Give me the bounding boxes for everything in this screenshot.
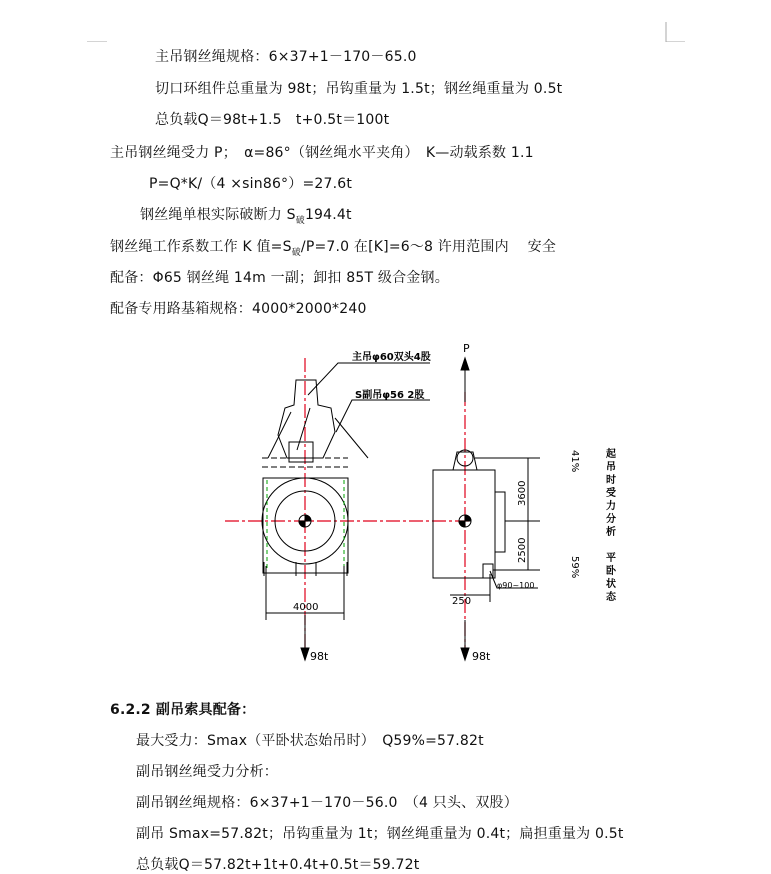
breaking-force-subscript: 破 [295,215,305,226]
breaking-force [140,204,352,226]
main-sling-spec: 主吊钢丝绳规格：6×37+1－170－65.0 [155,49,417,65]
safety-factor-label: 钢丝绳工作系数工作 K 值=S [110,239,292,255]
breaking-force-value: 194.4t [304,207,352,223]
vertical-caption-state: 平卧状态 [603,552,615,604]
aux-force-analysis: 副吊钢丝绳受力分析： [136,764,278,780]
value-41-label: 41% [569,450,580,473]
load-left-label: 98t [310,650,329,663]
page-corner-mark-right [665,22,685,42]
load-right-label: 98t [472,650,491,663]
dim-4000-label: 4000 [293,602,319,613]
component-weights: 切口环组件总重量为 98t；吊钩重量为 1.5t；钢丝绳重量为 0.5t [155,81,563,97]
vertical-caption-analysis: 起吊时受力分析 [603,448,615,539]
aux-weights: 副吊 Smax=57.82t；吊钩重量为 1t；钢丝绳重量为 0.4t；扁担重量为 0.5t [136,826,624,842]
main-sling-force: 主吊钢丝绳受力 P； α=86°（钢丝绳水平夹角） K—动载系数 1.1 [110,145,534,161]
roadbox-spec: 配备专用路基箱规格：4000*2000*240 [110,301,367,317]
dim-250-label: 250 [452,596,472,607]
load-arrow-left-head [301,648,309,660]
safety-factor-rest: /P=7.0 在[K]=6～8 许用范围内 安全 [300,239,557,255]
total-load: 总负载Q＝98t+1.5 t+0.5t＝100t [155,112,390,128]
safety-factor-subscript: 破 [291,247,301,258]
right-view [433,358,540,660]
p-arrow-head [461,358,469,370]
aux-sling-label: S副吊φ56 2股 [355,390,425,401]
value-59-label: 59% [569,556,580,579]
dim-2500-label: 2500 [517,537,528,563]
equipment-config: 配备：Φ65 钢丝绳 14m 一副；卸扣 85T 级合金钢。 [110,270,449,286]
dim-3600-label: 3600 [517,480,528,506]
section-heading: 6.2.2 副吊索具配备： [110,702,256,718]
aux-sling-leader [336,400,430,432]
aux-sling-spec: 副吊钢丝绳规格：6×37+1－170－56.0 （4 只头、双股） [136,795,518,811]
sling-left [268,412,291,458]
shackle [289,442,313,462]
pin-label: φ90~100 [497,581,535,590]
p-label: P [463,342,470,355]
main-sling-label: 主吊φ60双头4股 [352,352,431,363]
aux-total-load: 总负载Q＝57.82t+1t+0.4t+0.5t＝59.72t [136,857,420,873]
safety-factor [110,236,556,258]
breaking-force-label: 钢丝绳单根实际破断力 S [140,207,296,223]
load-arrow-right-head [461,648,469,660]
sling-diag [297,408,310,450]
lifting-diagram [0,330,771,670]
side-plate [495,492,505,552]
force-formula: P=Q*K/（4 ×sin86°）=27.6t [149,176,353,192]
page-corner-mark-left [87,22,107,42]
max-force: 最大受力：Smax（平卧状态始吊时） Q59%=57.82t [136,733,484,749]
